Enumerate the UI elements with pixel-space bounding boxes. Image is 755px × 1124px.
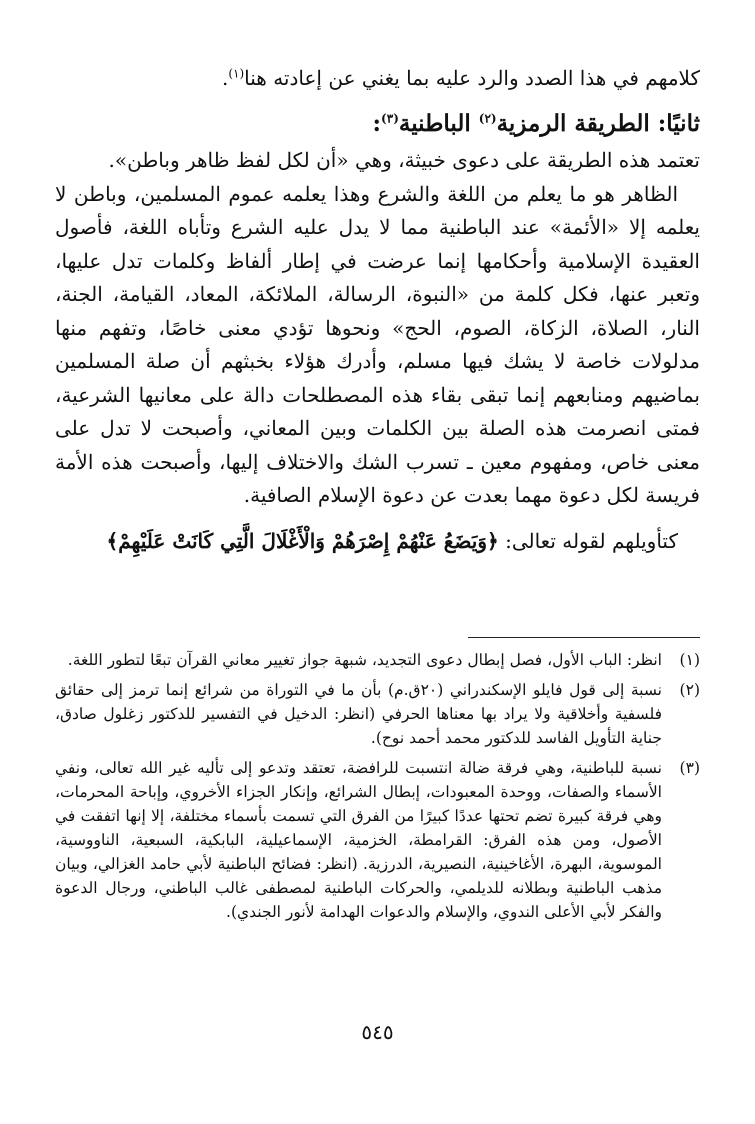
quran-quote-line	[55, 519, 700, 563]
footnote-divider	[468, 637, 700, 638]
heading-part-2: الباطنية	[398, 110, 479, 137]
footnote-text: نسبة إلى قول فايلو الإسكندراني (٢٠ق.م) بأن ما في التوراة من شرائع إنما ترمز إلى حقائق فلسفية وأخلاقية ولا يراد بها معناها الحرفي (انظر: الدخيل في التفسير للدكتور زغلول صادق، جناية التأويل الفاسد للدكتور محمد أحمد نوح).	[55, 681, 663, 747]
quran-intro: كتأويلهم لقوله تعالى:	[498, 528, 678, 553]
footnote-number: (٢)	[679, 681, 700, 699]
footnotes-section	[55, 648, 700, 930]
footnote-number: (٣)	[679, 759, 700, 777]
continuation-line	[55, 60, 700, 96]
footnote-1	[55, 648, 700, 672]
paragraph-2: الظاهر هو ما يعلم من اللغة والشرع وهذا يعلمه عموم المسلمين، وباطن لا يعلمه إلا «الأئمة» عند الباطنية مما لا يدل عليه الشرع وتأباه اللغة، فأصول العقيدة الإسلامية وأحكامها إنما عرضت في إطار ألفاظ وكلمات تدل عليها، وتعبر عنها، فكل كلمة من «النبوة، الرسالة، الملائكة، المعاد، القيامة، الجنة، النار، الصلاة، الزكاة، الصوم، الحج» ونحوها تؤدي معنى خاصًا، وتفهم منها مدلولات خاصة لا يشك فيها مسلم، وأدرك هؤلاء بخبثهم أن صلة المسلمين بماضيهم ومنابعهم إنما تبقى بقاء هذه المصطلحات دالة على معانيها الشرعية، فمتى انصرمت هذه الصلة بين الكلمات وبين المعاني، وأصبحت لا تدل على معنى خاص، ومفهوم معين ـ تسرب الشك والاختلاف إليها، وأصبحت هذه الأمة فريسة لكل دعوة مهما بعدت عن دعوة الإسلام الصافية.	[55, 181, 700, 507]
heading-end: :	[372, 110, 382, 137]
section-heading	[55, 104, 700, 144]
footnote-ref-2: (٢)	[478, 111, 497, 126]
heading-part-1: ثانيًا: الطريقة الرمزية	[496, 110, 700, 137]
footnote-number: (١)	[679, 651, 700, 669]
footnote-text: انظر: الباب الأول، فصل إبطال دعوى التجديد، شبهة جواز تغيير معاني القرآن تبعًا لتطور اللغة.	[67, 651, 662, 669]
continuation-end: .	[221, 66, 229, 90]
footnote-ref-3: (٣)	[381, 111, 399, 126]
main-text	[55, 60, 700, 563]
paragraph-1: تعتمد هذه الطريقة على دعوى خبيثة، وهي «أن لكل لفظ ظاهر وباطن».	[108, 148, 700, 172]
footnote-2	[55, 678, 700, 750]
footnote-ref-1: (١)	[228, 66, 245, 81]
footnote-text: نسبة للباطنية، وهي فرقة ضالة انتسبت للرافضة، تعتقد وتدعو إلى تأليه غير الله تعالى، ونفي الأسماء والصفات، ووحدة المعبودات، إبطال الشرائع، وإنكار الجزاء الأخروي، وإباحة المحرمات، وهي فرقة كبيرة تضم تحتها عددًا كبيرًا من الفرق التي تسمت بأسماء مختلفة، إلا إنها اتفقت في الأصول، ومن هذه الفرق: القرامطة، الخزمية، الإسماعيلية، البابكية، السبعية، الناووسية، الموسوية، البهرة، الأغاخينية، النصيرية، الدرزية. (انظر: فضائح الباطنية لأبي حامد الغزالي، وبيان مذهب الباطنية وبطلانه للديلمي، والحركات الباطنية لمصطفى غالب الباطني، ورجال الدعوة والفكر لأبي الأعلى الندوي، والإسلام والدعوات الهدامة لأنور الجندي).	[55, 759, 662, 921]
quran-verse: ﴿وَيَضَعُ عَنْهُمْ إِصْرَهُمْ وَالْأَغْلَالَ الَّتِي كَانَتْ عَلَيْهِمْ﴾	[106, 528, 499, 553]
continuation-text: كلامهم في هذا الصدد والرد عليه بما يغني عن إعادته هنا	[244, 66, 700, 90]
page-number: ٥٤٥	[361, 1020, 394, 1044]
footnote-3	[55, 756, 700, 924]
